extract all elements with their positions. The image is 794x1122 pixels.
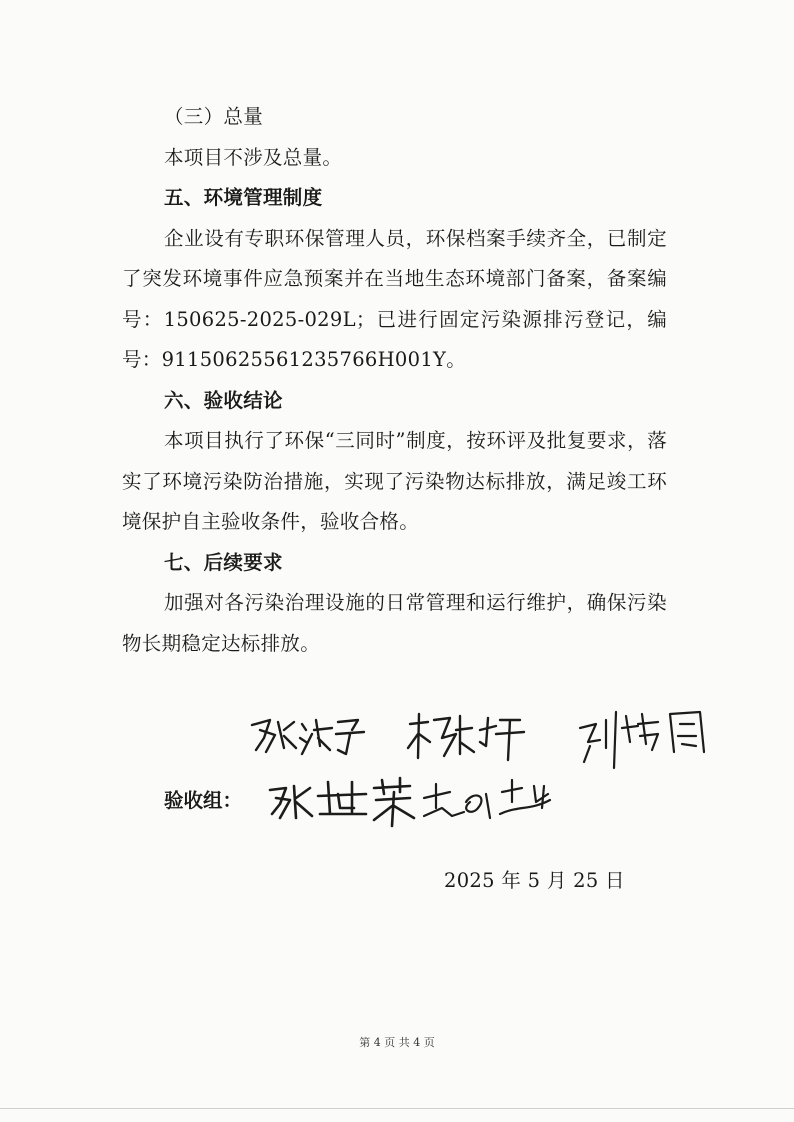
- paragraph-follow-up: 加强对各污染治理设施的日常管理和运行维护，确保污染物长期稳定达标排放。: [122, 591, 667, 655]
- body-text: [122, 97, 667, 664]
- paragraph-total: 本项目不涉及总量。: [164, 145, 343, 169]
- page-number-footer: 第 4 页 共 4 页: [359, 1036, 435, 1049]
- signing-date: 2025 年 5 月 25 日: [444, 869, 625, 892]
- paragraph-conclusion: 本项目执行了环保“三同时”制度，按环评及批复要求，落实了环境污染防治措施，实现了污染物达标排放，满足竣工环境保护自主验收条件，验收合格。: [122, 429, 667, 533]
- heading-management: 五、环境管理制度: [164, 186, 323, 209]
- acceptance-group-label: 验收组：: [164, 789, 243, 812]
- bottom-edge-line: [0, 1108, 794, 1109]
- handwritten-signatures: [160, 690, 740, 850]
- signature-zhang-ruxue: [252, 720, 364, 754]
- signature-zhang-shirong: [270, 778, 414, 826]
- heading-follow-up: 七、后续要求: [164, 550, 283, 574]
- signature-zhao-yue: [424, 780, 550, 818]
- signature-yang-zhenfeng: [408, 714, 524, 760]
- heading-conclusion: 六、验收结论: [164, 388, 283, 412]
- signature-liu-boguo: [580, 712, 704, 768]
- section-subtitle-total: （三）总量: [164, 105, 264, 128]
- paragraph-management: 企业设有专职环保管理人员，环保档案手续齐全，已制定了突发环境事件应急预案并在当地生态环境部门备案，备案编号：150625-2025-029L；已进行固定污染源排污登记，编号：91150625561235766H001Y。: [122, 226, 667, 371]
- signature-area: [160, 690, 740, 850]
